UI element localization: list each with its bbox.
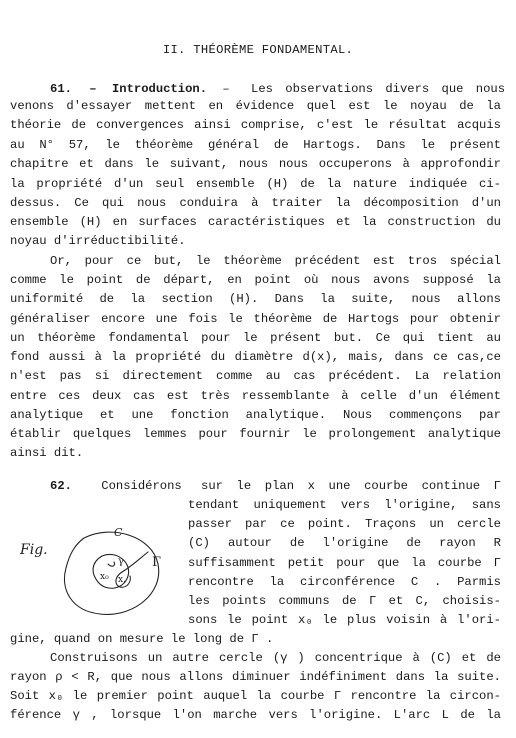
text-fragment: Considérons xyxy=(101,479,182,493)
text-line: gine, quand on mesure le long de Γ . xyxy=(10,632,274,646)
label-c: C xyxy=(114,526,123,539)
text-line: suffisamment petit pour que la courbe Γ xyxy=(188,556,501,570)
text-line: Or, pour ce but, le théorème précédent est tros spécial xyxy=(50,254,501,268)
label-xo: x₀ xyxy=(100,572,109,582)
text-line: la propriété d'un seul ensemble (H) de la nature indiquée ci- xyxy=(10,177,501,191)
text-line: un théorème fondamental pour le présent but. Ce qui tient au xyxy=(10,331,501,345)
section-number: 62. xyxy=(50,479,72,493)
section-61-first-line xyxy=(50,81,505,97)
section-heading: Introduction. xyxy=(111,82,208,96)
text-line: entre ces deux cas est très ressemblante à celle d'un élément xyxy=(10,389,501,403)
text-line: chapitre et dans le suivant, nous nous occuperons à approfondir xyxy=(10,157,501,171)
label-x: x. xyxy=(118,575,126,585)
section-62-first-line xyxy=(50,478,182,494)
label-small-gamma: γ xyxy=(118,556,124,567)
text-line: sons le point x₀ le plus voisin à l'ori- xyxy=(188,613,501,627)
text-line: Soit x₀ le premier point auquel la courbe Γ rencontre la circon- xyxy=(10,689,501,703)
figure-sketch xyxy=(20,516,190,626)
text-line: ensemble (H) en surfaces caractéristiques et la construction du xyxy=(10,215,501,229)
text-line: Construisons un autre cercle (γ ) concentrique à (C) et de xyxy=(50,651,501,665)
text-line: uniformité de la section (H). Dans la suite, nous allons xyxy=(10,292,501,306)
text-fragment: Les observations divers que nous xyxy=(251,82,506,96)
text-line: comme le point de départ, en point où nous avons supposé la xyxy=(10,273,501,287)
text-line: rencontre la circonférence C . Parmis xyxy=(188,575,501,589)
inner-loop xyxy=(108,562,115,566)
text-line: les points communs de Γ et C, choisis- xyxy=(188,594,501,608)
fig-label: Fig. xyxy=(20,542,48,558)
dash: – xyxy=(89,82,97,96)
text-line: venons d'essayer mettent en évidence quel est le noyau de la xyxy=(10,99,501,113)
circle-c xyxy=(64,532,158,614)
text-line: sur le plan x une courbe continue Γ xyxy=(201,479,501,493)
text-line: fond aussi à la propriété du diamètre d(x), mais, dans ce cas,ce xyxy=(10,350,501,364)
text-line: (C) autour de l'origine de rayon R xyxy=(188,536,501,550)
text-line: analytique et une fonction analytique. Nous commençons par xyxy=(10,408,501,422)
text-line: théorie de convergences ainsi comprise, c'est le résultat acquis xyxy=(10,118,501,132)
chapter-title: II. THÉORÈME FONDAMENTAL. xyxy=(162,43,354,57)
dash: – xyxy=(222,82,230,96)
text-line: férence γ , lorsque l'on marche vers l'origine. L'arc L de la xyxy=(10,708,501,722)
text-line: noyau d'irréductibilité. xyxy=(10,234,186,248)
text-line: n'est pas si directement comme au cas précédent. La relation xyxy=(10,369,501,383)
text-line: passer par ce point. Traçons un cercle xyxy=(188,517,501,531)
text-line: établir quelques lemmes pour fournir le prolongement analytique xyxy=(10,427,501,441)
text-line: généraliser encore une fois le théorème de Hartogs pour obtenir xyxy=(10,312,501,326)
text-line: au N° 57, le théorème général de Hartogs. Dans le présent xyxy=(10,138,501,152)
text-line: dessus. Ce qui nous conduira à traiter la décomposition d'un xyxy=(10,196,501,210)
label-big-gamma: Γ xyxy=(152,555,162,570)
text-line: ainsi dit. xyxy=(10,446,84,460)
text-line: rayon ρ < R, que nous allons diminuer indéfiniment dans la suite. xyxy=(10,670,501,684)
section-number: 61. xyxy=(50,82,72,96)
text-line: tendant uniquement vers l'origine, sans xyxy=(188,498,501,512)
